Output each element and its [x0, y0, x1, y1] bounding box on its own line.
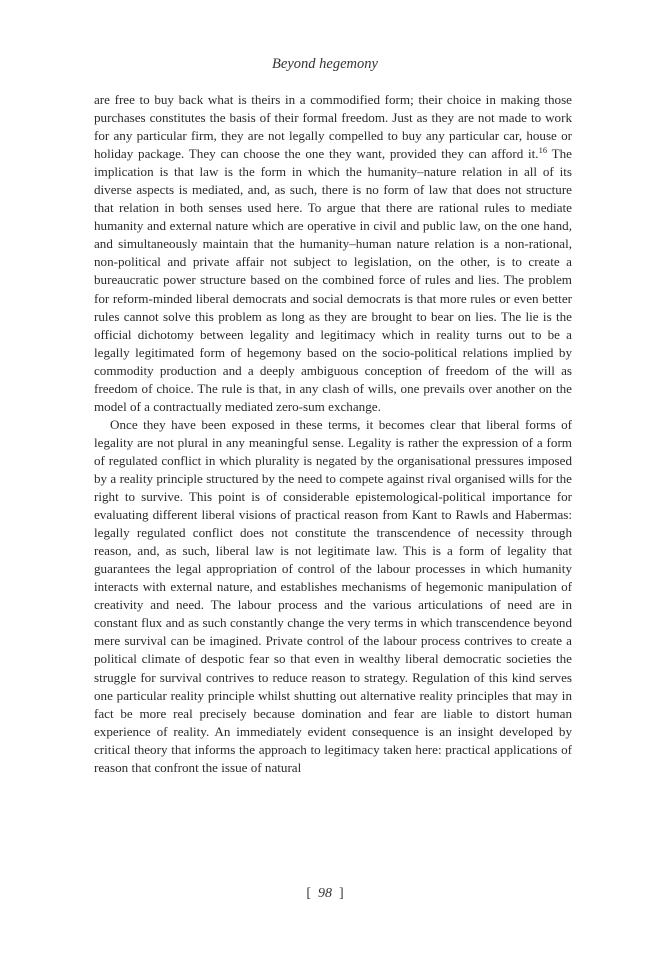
paragraph-text: are free to buy back what is theirs in a commodified form; their choice in making those purchases constitutes the basis of their formal freedom. Just as they are not made to work for any particular firm, they are not legally compelled to buy any particular car, house or holiday package. They can choose the one they want, provided they can afford it.	[94, 92, 572, 162]
paragraph: Once they have been exposed in these terms, it becomes clear that liberal forms of legality are not plural in any meaningful sense. Legality is rather the expression of a form of regulated conflict in which plurality is negated by the organisational pressures imposed by a reality principle structured by the need to compete against rival organised wills for the right to survive. This point is of considerable epistemological-political importance for evaluating different liberal visions of practical reason from Kant to Rawls and Habermas: legally regulated conflict does not constitute the transcendence of necessity through reason, and, as such, liberal law is not legitimate law. This is a form of legality that guarantees the legal appropriation of control of the labour processes in which humanity interacts with external nature, and establishes mechanisms of hegemonic manipulation of creativity and need. The labour process and the various articulations of need are in constant flux and as such constantly change the very terms in which transcendence beyond mere survival can be imagined. Private control of the labour process contrives to create a political climate of despotic fear so that even in wealthy liberal democratic societies the struggle for survival contrives to reduce reason to strategy. Regulation of this kind serves one particular reality principle whilst shutting out alternative reality principles that may in fact be more real precisely because domination and fear are liable to distort human experience of reality. An immediately evident consequence is an insight developed by critical theory that informs the approach to legitimacy taken here: practical applications of reason that confront the issue of natural	[94, 416, 572, 775]
paragraph-text: The implication is that law is the form in which the humanity–nature relation in all of its diverse aspects is mediated, and, as such, there is no form of law that does not structure that relation in both senses used here. To argue that there are rational rules to mediate humanity and external nature which are operative in civil and public law, on the one hand, and simultaneously maintain that the humanity–human nature relation is a non-rational, non-political and private affair not subject to legislation, on the other, is to create a bureaucratic power structure based on the combined force of rules and lies. The problem for reform-minded liberal democrats and social democrats is that more rules or even better rules cannot solve this problem as long as they are brought to bear on lies. The lie is the official dichotomy between legality and legitimacy which in reality turns out to be a legally legitimated form of hegemony based on the socio-political relations implied by commodity production and a deeply ambiguous conception of freedom of the will as freedom of choice. The rule is that, in any clash of wills, one prevails over another on the model of a contractually mediated zero-sum exchange.	[94, 146, 572, 414]
body-text	[94, 91, 572, 777]
page-number-close-bracket: ]	[339, 886, 344, 901]
page-number-open-bracket: [	[306, 886, 311, 901]
paragraph	[94, 91, 572, 416]
page-number	[0, 886, 650, 902]
page-number-value: 98	[318, 886, 332, 901]
running-head: Beyond hegemony	[272, 56, 378, 72]
footnote-reference: 16	[538, 145, 548, 156]
